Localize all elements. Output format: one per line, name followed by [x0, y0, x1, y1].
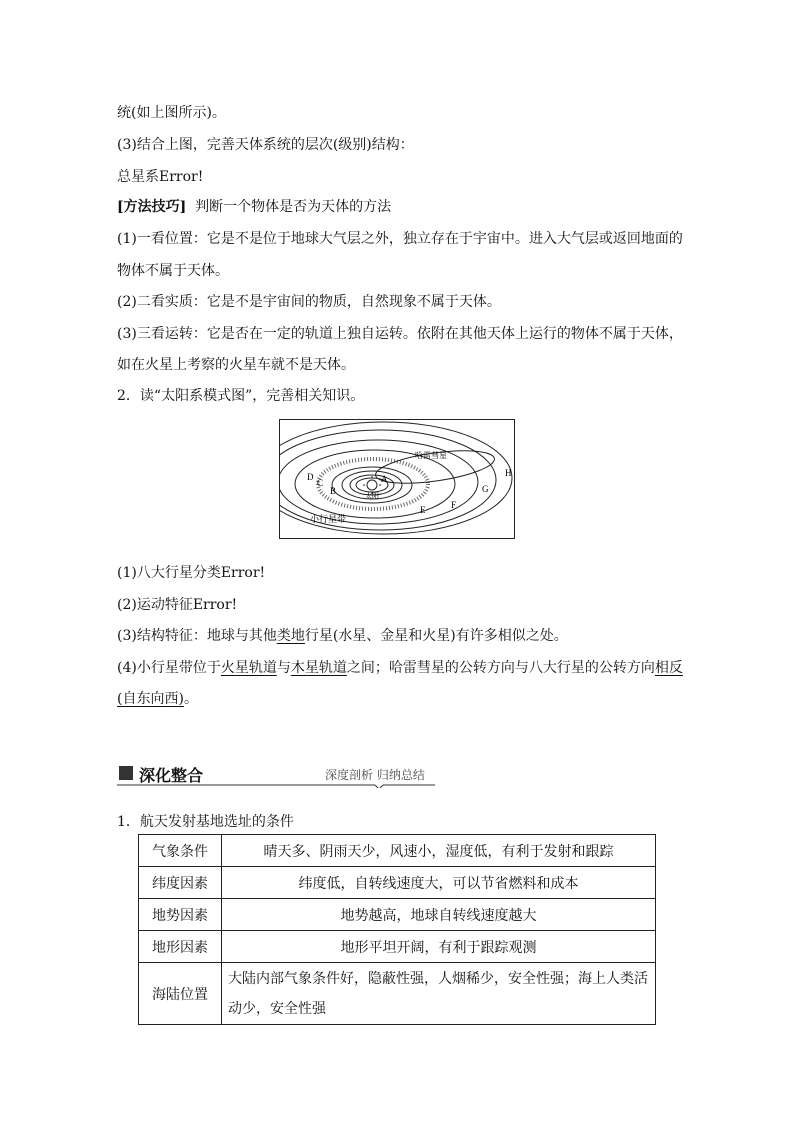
text-line: (3)结合上图，完善天体系统的层次(级别)结构：	[117, 137, 414, 153]
table-row	[139, 867, 656, 899]
desc-cell: 地势越高，地球自转线速度越大	[222, 899, 656, 931]
text-line: (3)三看运转：它是否在一定的轨道上独自运转。依附在其他天体上运行的物体不属于天体，	[117, 326, 683, 342]
planet-label: E	[420, 505, 426, 515]
text-line: (2)二看实质：它是不是宇宙间的物质，自然现象不属于天体。	[117, 294, 501, 310]
text-line: 物体不属于天体。	[117, 263, 229, 279]
desc-cell: 晴天多、阴雨天少，风速小，湿度低，有利于发射和跟踪	[222, 835, 656, 867]
sun-label: 太阳	[365, 492, 379, 500]
method-tip-tag: [方法技巧]	[117, 199, 187, 215]
answer-2: (2)运动特征Error!	[117, 597, 238, 613]
question-2: 2．读“太阳系模式图”，完善相关知识。	[117, 388, 365, 404]
launch-site-conditions-table	[138, 834, 656, 1025]
table-row	[139, 835, 656, 867]
comet-label: 哈雷彗星	[415, 451, 447, 460]
method-tip-title: 判断一个物体是否为天体的方法	[195, 199, 392, 215]
answer-4-text: 与	[276, 660, 291, 676]
answer-4-underlined: 火星轨道	[220, 660, 277, 676]
solar-system-svg	[280, 420, 514, 538]
answer-4-underlined: 木星轨道	[290, 660, 347, 676]
table-row	[139, 963, 656, 1025]
answer-4-continued	[117, 688, 198, 708]
factor-cell: 海陆位置	[139, 963, 222, 1025]
desc-cell: 大陆内部气象条件好，隐蔽性强，人烟稀少，安全性强；海上人类活动少，安全性强	[222, 963, 656, 1025]
answer-4-text: 之间；哈雷彗星的公转方向与八大行星的公转方向	[346, 660, 655, 676]
answer-4-text: (4)小行星带位于	[117, 660, 221, 676]
planet-label: C	[317, 478, 324, 488]
answer-4-underlined: 相反	[654, 660, 683, 676]
section-header	[117, 762, 435, 788]
text-line: 总星系Error!	[117, 169, 204, 185]
answer-4-underlined: (自东向西)	[117, 691, 184, 707]
planet-label: A	[381, 474, 388, 484]
planet-label: D	[307, 472, 314, 482]
text-line: 统(如上图所示)。	[117, 105, 226, 121]
answer-4-text: 。	[183, 691, 198, 707]
answer-4	[117, 657, 683, 677]
planet-label: G	[482, 484, 489, 494]
factor-cell: 地势因素	[139, 899, 222, 931]
answer-3	[117, 625, 568, 645]
table-row	[139, 931, 656, 963]
factor-cell: 地形因素	[139, 931, 222, 963]
table-row	[139, 899, 656, 931]
table-title: 1．航天发射基地选址的条件	[117, 814, 294, 830]
answer-3-text: (3)结构特征：地球与其他	[117, 628, 277, 644]
answer-3-text: 行星(水星、金星和火星)有许多相似之处。	[304, 628, 568, 644]
method-tip-heading	[117, 196, 391, 216]
section-square-icon	[119, 766, 133, 780]
factor-cell: 气象条件	[139, 835, 222, 867]
desc-cell: 纬度低，自转线速度大，可以节省燃料和成本	[222, 867, 656, 899]
solar-system-diagram	[279, 419, 515, 539]
answer-1: (1)八大行星分类Error!	[117, 565, 266, 581]
section-title: 深化整合	[139, 766, 204, 785]
asteroid-belt-label: 小行星带	[310, 515, 347, 525]
section-subtitle: 深度剖析 归纳总结	[325, 768, 425, 782]
factor-cell: 纬度因素	[139, 867, 222, 899]
planet-label: H	[505, 468, 512, 478]
planet-label: B	[330, 486, 337, 496]
desc-cell: 地形平坦开阔，有利于跟踪观测	[222, 931, 656, 963]
text-line: (1)一看位置：它是不是位于地球大气层之外，独立存在于宇宙中。进入大气层或返回地面的	[117, 231, 683, 247]
text-line: 如在火星上考察的火星车就不是天体。	[117, 357, 355, 373]
answer-3-underlined: 类地	[276, 628, 305, 644]
planet-label: F	[451, 500, 457, 510]
